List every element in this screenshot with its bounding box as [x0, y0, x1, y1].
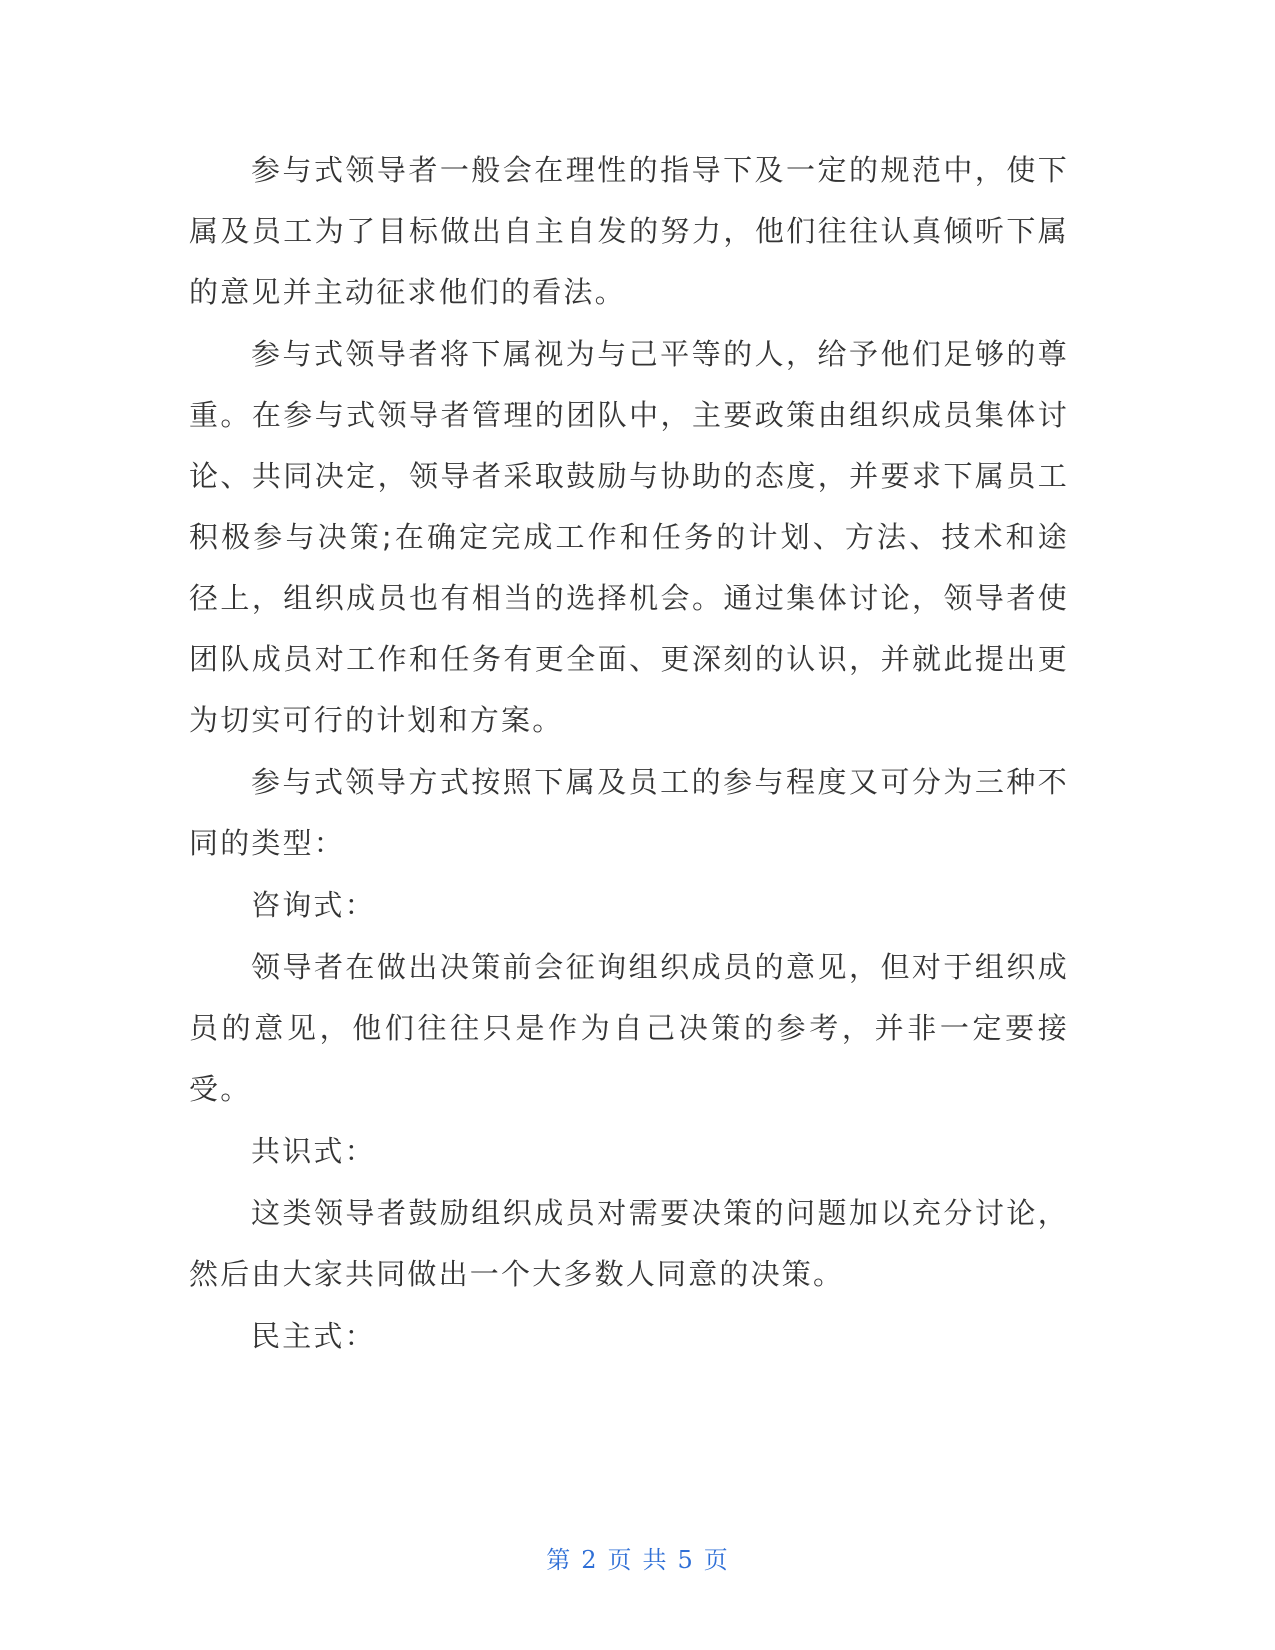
- footer-total-suffix: 页: [703, 1546, 729, 1574]
- paragraph-consultative: 领导者在做出决策前会征询组织成员的意见，但对于组织成员的意见，他们往往只是作为自己决策的参考，并非一定要接受。: [189, 950, 1069, 1106]
- heading-consultative: 咨询式：: [251, 888, 376, 922]
- paragraph-equality: 参与式领导者将下属视为与己平等的人，给予他们足够的尊重。在参与式领导者管理的团队中，主要政策由组织成员集体讨论、共同决定，领导者采取鼓励与协助的态度，并要求下属员工积极参与决策;在确定完成工作和任务的计划、方法、技术和途径上，组织成员也有相当的选择机会。通过集体讨论，领导者使团队成员对工作和任务有更全面、更深刻的认识，并就此提出更为切实可行的计划和方案。: [189, 337, 1069, 737]
- heading-consensus: 共识式：: [251, 1134, 376, 1168]
- footer-total-prefix: 共: [642, 1546, 668, 1574]
- page-footer: [0, 1540, 1275, 1575]
- paragraph-types-intro: 参与式领导方式按照下属及员工的参与程度又可分为三种不同的类型：: [189, 765, 1069, 860]
- heading-democratic: 民主式：: [251, 1319, 376, 1353]
- footer-current-page: 2: [581, 1546, 598, 1574]
- paragraph-consensus: 这类领导者鼓励组织成员对需要决策的问题加以充分讨论，然后由大家共同做出一个大多数人同意的决策。: [189, 1196, 1069, 1291]
- document-body: [189, 140, 1069, 1368]
- footer-prefix: 第: [546, 1546, 572, 1574]
- footer-page-word: 页: [607, 1546, 633, 1574]
- paragraph-intro: 参与式领导者一般会在理性的指导下及一定的规范中，使下属及员工为了目标做出自主自发的努力，他们往往认真倾听下属的意见并主动征求他们的看法。: [189, 153, 1069, 309]
- footer-total-pages: 5: [677, 1546, 694, 1574]
